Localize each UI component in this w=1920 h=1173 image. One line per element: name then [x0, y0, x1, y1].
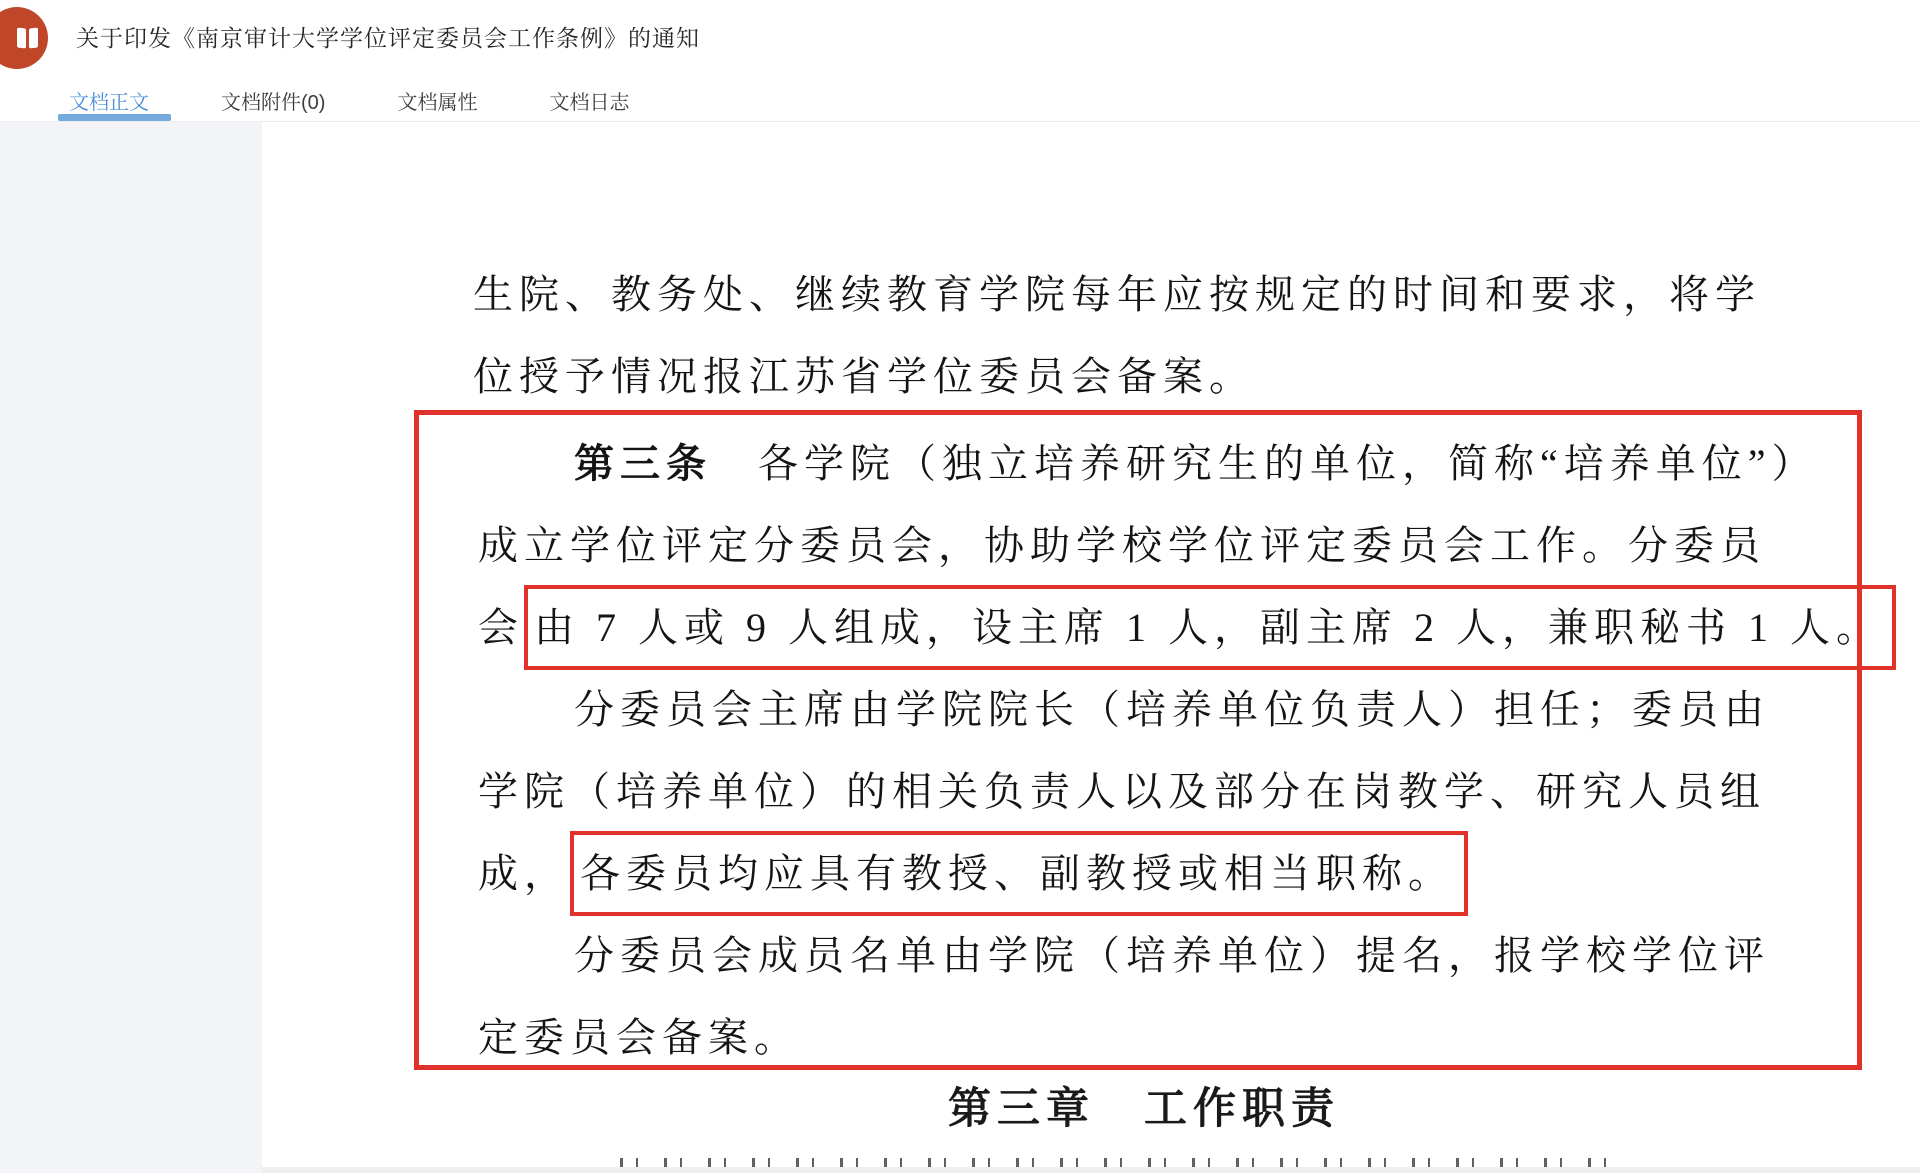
- tab-document-log[interactable]: 文档日志: [549, 92, 630, 114]
- doc-line: [419, 587, 1882, 669]
- page-title: 关于印发《南京审计大学学位评定委员会工作条例》的通知: [76, 25, 700, 51]
- article-number: 第三条: [574, 441, 712, 486]
- tab-bar: [69, 86, 629, 115]
- left-sidebar-pane: [0, 122, 262, 1173]
- doc-line: 成立学位评定分委员会，协助学校学位评定委员会工作。分委员: [478, 523, 1766, 568]
- doc-line: 位授予情况报江苏省学位委员会备案。: [473, 354, 1255, 399]
- tab-document-attachments[interactable]: 文档附件(0): [221, 92, 326, 114]
- doc-line: [419, 833, 1857, 915]
- document-text: [414, 254, 1882, 1133]
- doc-line: 分委员会成员名单由学院（培养单位）提名，报学校学位评: [574, 933, 1770, 978]
- doc-line: 生院、教务处、继续教育学院每年应按规定的时间和要求，将学: [473, 272, 1761, 317]
- chapter-heading: 第三章 工作职责: [948, 1085, 1340, 1133]
- red-annotation-box-membership: 由 7 人或 9 人组成，设主席 1 人，副主席 2 人，兼职秘书 1 人。: [524, 585, 1896, 670]
- page-bottom-strip: [262, 1167, 1920, 1173]
- active-tab-underline: [58, 114, 171, 121]
- doc-line-text: 各学院（独立培养研究生的单位，简称“培养单位”）: [712, 441, 1818, 486]
- tab-document-properties[interactable]: 文档属性: [397, 92, 478, 114]
- doc-line-text: 会: [478, 605, 524, 650]
- app-logo-icon: [0, 7, 48, 69]
- tab-document-body[interactable]: 文档正文: [69, 92, 149, 114]
- doc-line: 定委员会备案。: [478, 1015, 800, 1060]
- red-annotation-box-article3: [414, 410, 1882, 1070]
- doc-line: [419, 423, 1857, 505]
- doc-line-text: 成，: [478, 851, 570, 896]
- red-annotation-box-titles: 各委员均应具有教授、副教授或相当职称。: [570, 831, 1468, 916]
- document-viewer-header: [0, 0, 1920, 122]
- book-icon: [16, 26, 40, 50]
- doc-line: 学院（培养单位）的相关负责人以及部分在岗教学、研究人员组: [478, 769, 1766, 814]
- doc-line: 分委员会主席由学院院长（培养单位负责人）担任；委员由: [574, 687, 1770, 732]
